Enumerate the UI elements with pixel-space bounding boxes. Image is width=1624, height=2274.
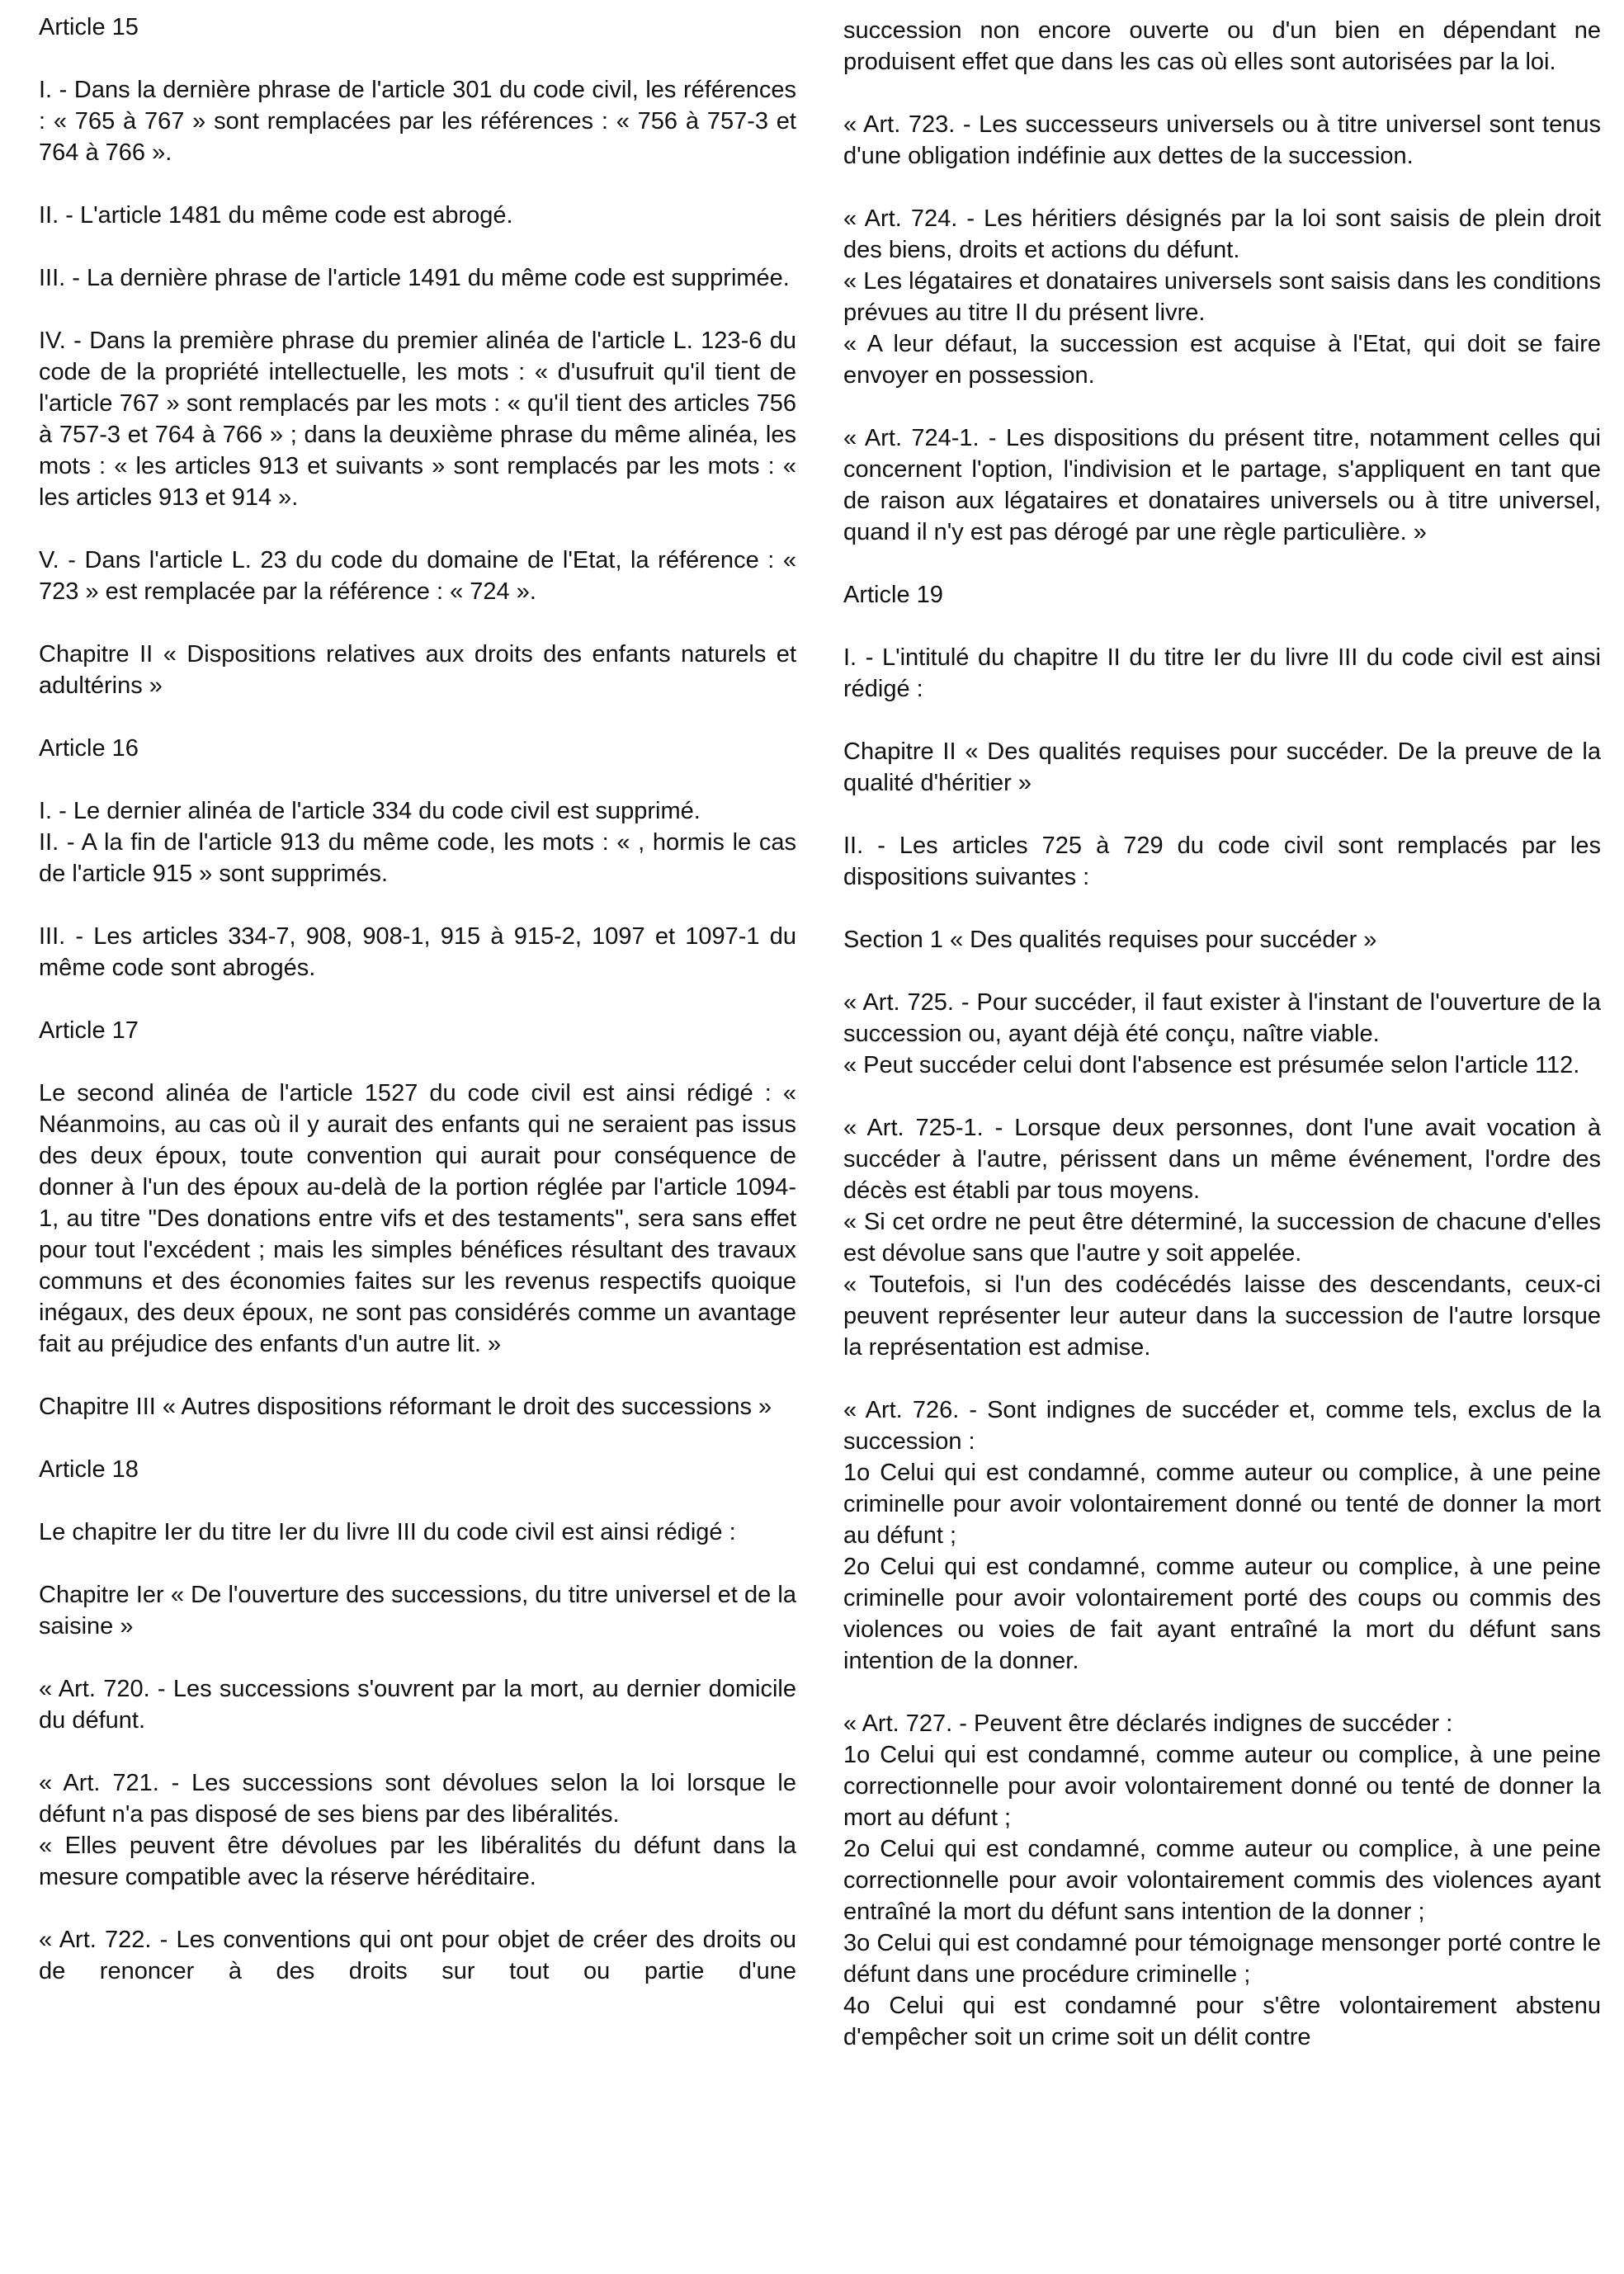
left-column-paragraph: Le second alinéa de l'article 1527 du code civil est ainsi rédigé : « Néanmoins, au cas où il y aurait des enfants qui ne seraient pas issus des deux époux, toute convention qui aurait pour conséquence de donner à l'un des époux au-delà de la portion réglée par l'article 1094-1, au titre "Des donations entre vifs et des testaments", sera sans effet pour tout l'excédent ; mais les simples bénéfices résultant des travaux communs et des économies faites sur les revenus respectifs quoique inégaux, des deux époux, ne sont pas considérés comme un avantage fait au préjudice des enfants d'un autre lit. » [39, 1080, 796, 1357]
left-column-paragraph: II. - A la fin de l'article 913 du même code, les mots : « , hormis le cas de l'article 915 » sont supprimés. [39, 829, 796, 887]
right-column-paragraph: « Art. 725. - Pour succéder, il faut exister à l'instant de l'ouverture de la succession ou, ayant déjà été conçu, naître viable. [843, 989, 1601, 1047]
right-column-paragraph: succession non encore ouverte ou d'un bien en dépendant ne produisent effet que dans les cas où elles sont autorisées par la loi. [843, 17, 1601, 75]
left-column-paragraph: Chapitre III « Autres dispositions réformant le droit des successions » [39, 1394, 772, 1420]
right-column-paragraph: « A leur défaut, la succession est acquise à l'Etat, qui doit se faire envoyer en possession. [843, 331, 1601, 389]
left-column-paragraph: V. - Dans l'article L. 23 du code du domaine de l'Etat, la référence : « 723 » est remplacée par la référence : « 724 ». [39, 547, 796, 605]
right-column-paragraph: 3o Celui qui est condamné pour témoignage mensonger porté contre le défunt dans une procédure criminelle ; [843, 1930, 1601, 1988]
left-column-paragraph: I. - Le dernier alinéa de l'article 334 du code civil est supprimé. [39, 798, 701, 824]
right-column-paragraph: « Peut succéder celui dont l'absence est présumée selon l'article 112. [843, 1052, 1580, 1078]
right-column-paragraph: « Art. 724. - Les héritiers désignés par la loi sont saisis de plein droit des biens, droits et actions du défunt. [843, 205, 1601, 263]
left-column-paragraph: I. - Dans la dernière phrase de l'article 301 du code civil, les références : « 765 à 767 » sont remplacées par les références : « 756 à 757-3 et 764 à 766 ». [39, 77, 796, 166]
left-column-paragraph: Chapitre II « Dispositions relatives aux droits des enfants naturels et adultérins » [39, 641, 796, 699]
left-column-paragraph: Chapitre Ier « De l'ouverture des successions, du titre universel et de la saisine » [39, 1582, 796, 1639]
right-column-paragraph: « Art. 726. - Sont indignes de succéder et, comme tels, exclus de la succession : [843, 1397, 1601, 1455]
right-column-paragraph: 4o Celui qui est condamné pour s'être volontairement abstenu d'empêcher soit un crime soit un délit contre [843, 1993, 1601, 2050]
right-column-paragraph: « Art. 727. - Peuvent être déclarés indignes de succéder : [843, 1710, 1453, 1737]
left-column-paragraph: Le chapitre Ier du titre Ier du livre III du code civil est ainsi rédigé : [39, 1519, 736, 1545]
right-column-paragraph: « Art. 724-1. - Les dispositions du présent titre, notamment celles qui concernent l'option, l'indivision et le partage, s'appliquent en tant que de raison aux légataires et donataires universels ou à titre universel, quand il n'y est pas dérogé par une règle particulière. » [843, 425, 1601, 545]
right-column-paragraph: « Toutefois, si l'un des codécédés laisse des descendants, ceux-ci peuvent représenter leur auteur dans la succession de l'autre lorsque la représentation est admise. [843, 1271, 1601, 1361]
right-column-paragraph: II. - Les articles 725 à 729 du code civil sont remplacés par les dispositions suivantes : [843, 833, 1601, 890]
right-text-column [843, 15, 1601, 2053]
right-column-paragraph: 1o Celui qui est condamné, comme auteur ou complice, à une peine correctionnelle pour avoir volontairement donné ou tenté de donner la mort au défunt ; [843, 1742, 1601, 1831]
left-text-column [39, 12, 796, 1987]
right-column-paragraph: 2o Celui qui est condamné, comme auteur ou complice, à une peine correctionnelle pour avoir volontairement commis des violences ayant entraîné la mort du défunt sans intention de la donner ; [843, 1836, 1601, 1925]
left-column-paragraph: III. - La dernière phrase de l'article 1491 du même code est supprimée. [39, 265, 790, 291]
left-column-paragraph: « Art. 722. - Les conventions qui ont pour objet de créer des droits ou de renoncer à des droits sur tout ou partie d'une [39, 1927, 796, 1984]
left-column-paragraph: Article 15 [39, 14, 139, 40]
left-column-paragraph: Article 16 [39, 735, 139, 762]
right-column-paragraph: « Les légataires et donataires universels sont saisis dans les conditions prévues au titre II du présent livre. [843, 268, 1601, 326]
left-column-paragraph: III. - Les articles 334-7, 908, 908-1, 915 à 915-2, 1097 et 1097-1 du même code sont abrogés. [39, 923, 796, 981]
right-column-paragraph: Section 1 « Des qualités requises pour succéder » [843, 927, 1377, 953]
right-column-paragraph: 1o Celui qui est condamné, comme auteur ou complice, à une peine criminelle pour avoir volontairement donné ou tenté de donner la mort au défunt ; [843, 1460, 1601, 1549]
left-column-paragraph: IV. - Dans la première phrase du premier alinéa de l'article L. 123-6 du code de la propriété intellectuelle, les mots : « d'usufruit qu'il tient de l'article 767 » sont remplacés par les mots : « qu'il tient des articles 756 à 757-3 et 764 à 766 » ; dans la deuxième phrase du même alinéa, les mots : « les articles 913 et suivants » sont remplacés par les mots : « les articles 913 et 914 ». [39, 328, 796, 511]
right-column-paragraph: « Art. 723. - Les successeurs universels ou à titre universel sont tenus d'une obligation indéfinie aux dettes de la succession. [843, 111, 1601, 169]
left-column-paragraph: « Art. 720. - Les successions s'ouvrent par la mort, au dernier domicile du défunt. [39, 1676, 796, 1734]
left-column-paragraph: Article 17 [39, 1017, 139, 1044]
left-column-paragraph: « Art. 721. - Les successions sont dévolues selon la loi lorsque le défunt n'a pas disposé de ses biens par des libéralités. [39, 1770, 796, 1828]
right-column-paragraph: 2o Celui qui est condamné, comme auteur ou complice, à une peine criminelle pour avoir volontairement porté des coups ou commis des violences ou voies de fait ayant entraîné la mort du défunt sans intention de la donner. [843, 1554, 1601, 1674]
right-column-paragraph: « Si cet ordre ne peut être déterminé, la succession de chacune d'elles est dévolue sans que l'autre y soit appelée. [843, 1209, 1601, 1267]
right-column-paragraph: Article 19 [843, 582, 943, 608]
left-column-paragraph: Article 18 [39, 1456, 139, 1483]
left-column-paragraph: « Elles peuvent être dévolues par les libéralités du défunt dans la mesure compatible avec la réserve héréditaire. [39, 1833, 796, 1890]
left-column-paragraph: II. - L'article 1481 du même code est abrogé. [39, 202, 513, 229]
right-column-paragraph: « Art. 725-1. - Lorsque deux personnes, dont l'une avait vocation à succéder à l'autre, périssent dans un même événement, l'ordre des décès est établi par tous moyens. [843, 1115, 1601, 1204]
right-column-paragraph: Chapitre II « Des qualités requises pour succéder. De la preuve de la qualité d'héritier » [843, 738, 1601, 796]
right-column-paragraph: I. - L'intitulé du chapitre II du titre Ier du livre III du code civil est ainsi rédigé : [843, 644, 1601, 702]
